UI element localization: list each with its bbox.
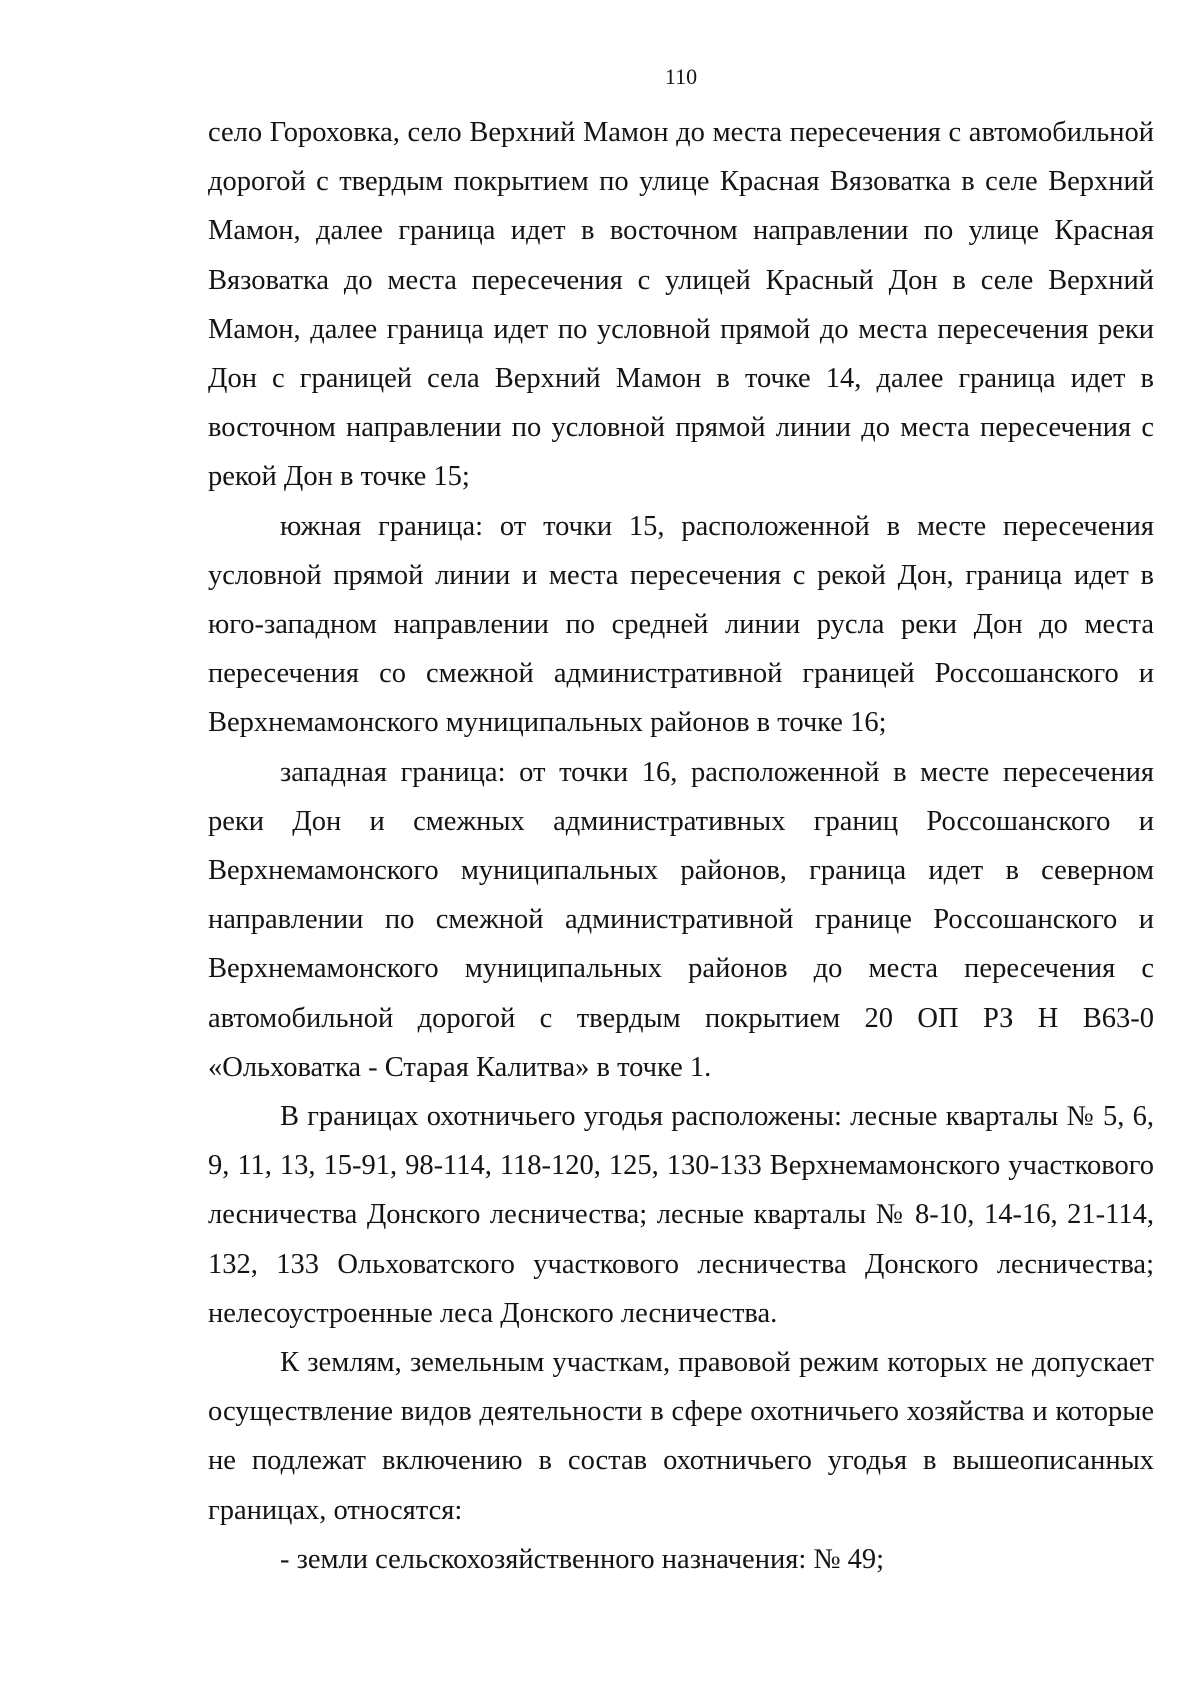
paragraph-excluded-lands: К землям, земельным участкам, правовой режим которых не допускает осуществление видов деятельности в сфере охотничьего хозяйства и которые не подлежат включению в состав охотничьего угодья в вышеописанных границах, относятся: <box>208 1347 1154 1526</box>
body-text <box>208 108 1154 1584</box>
list-item-agricultural-lands: - земли сельскохозяйственного назначения: № 49; <box>280 1543 885 1575</box>
paragraph-forest-quarters: В границах охотничьего угодья расположены: лесные кварталы № 5, 6, 9, 11, 13, 15-91, 98-114, 118-120, 125, 130-133 Верхнемамонского участкового лесничества Донского лесничества; лесные кварталы № 8-10, 14-16, 21-114, 132, 133 Ольховатского участкового лесничества Донского лесничества; нелесоустроенные леса Донского лесничества. <box>208 1101 1154 1329</box>
paragraph-south-boundary: южная граница: от точки 15, расположенной в месте пересечения условной прямой линии и места пересечения с рекой Дон, граница идет в юго-западном направлении по средней линии русла реки Дон до места пересечения со смежной административной границей Россошанского и Верхнемамонского муниципальных районов в точке 16; <box>208 510 1154 739</box>
paragraph-west-boundary: западная граница: от точки 16, расположенной в месте пересечения реки Дон и смежных административных границ Россошанского и Верхнемамонского муниципальных районов, граница идет в северном направлении по смежной административной границе Россошанского и Верхнемамонского муниципальных районов до места пересечения с автомобильной дорогой с твердым покрытием 20 ОП РЗ Н В63-0 «Ольховатка - Старая Калитва» в точке 1. <box>208 756 1154 1083</box>
page-number: 110 <box>664 64 698 89</box>
paragraph-north-east-boundary: село Гороховка, село Верхний Мамон до места пересечения с автомобильной дорогой с твердым покрытием по улице Красная Вязоватка в селе Верхний Мамон, далее граница идет в восточном направлении по улице Красная Вязоватка до места пересечения с улицей Красный Дон в селе Верхний Мамон, далее граница идет по условной прямой до места пересечения реки Дон с границей села Верхний Мамон в точке 14, далее граница идет в восточном направлении по условной прямой линии до места пересечения с рекой Дон в точке 15; <box>208 117 1154 493</box>
